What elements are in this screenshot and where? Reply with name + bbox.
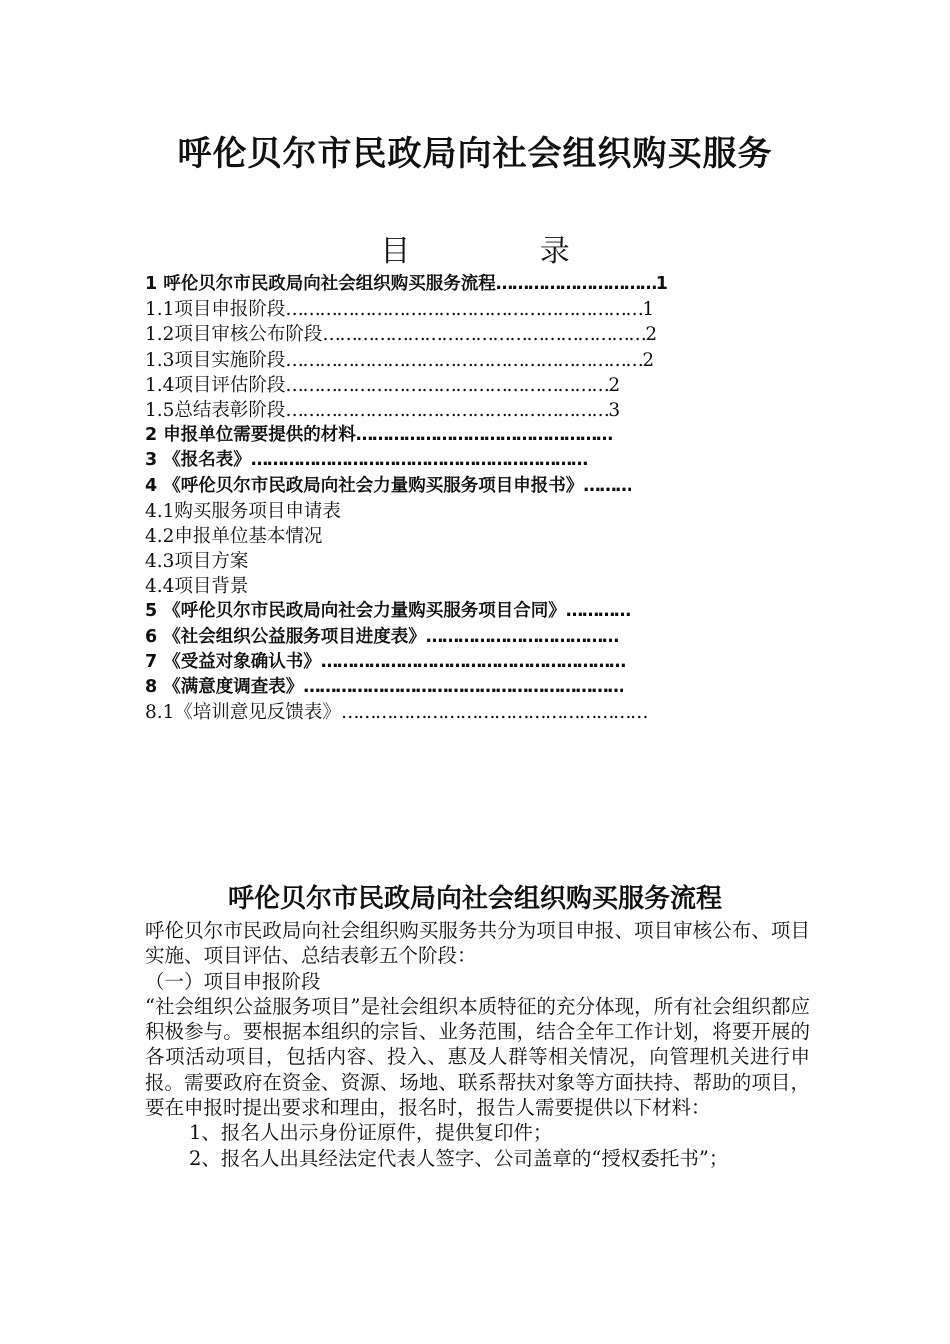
- toc-entry[interactable]: [145, 272, 815, 297]
- toc-entry-leader: ………: [583, 475, 632, 496]
- toc-entry[interactable]: [145, 474, 815, 499]
- stage-heading: （一）项目申报阶段: [145, 969, 321, 993]
- toc-entry-label: 3 《报名表》: [145, 450, 251, 471]
- toc-entry-label: 4.3项目方案: [145, 551, 249, 573]
- stage-paragraph: “社会组织公益服务项目”是社会组织本质特征的充分体现，所有社会组织都应积极参与。要根据本组织的宗旨、业务范围，结合全年工作计划，将要开展的各项活动项目，包括内容、投入、惠及人群等相关情况，向管理机关进行申报。需要政府在资金、资源、场地、联系帮扶对象等方面扶持、帮助的项目，要在申报时提出要求和理由，报名时，报告人需要提供以下材料：: [145, 994, 810, 1120]
- toc-entry[interactable]: [145, 348, 815, 373]
- section-title: 呼伦贝尔市民政局向社会组织购买服务流程: [227, 884, 722, 914]
- toc-entry[interactable]: [145, 448, 815, 473]
- toc-entry-leader: ………………………………: [425, 626, 618, 647]
- toc-entry-leader: ………………………………………………………: [285, 299, 643, 321]
- toc-entry-leader: …………………………………………………: [285, 399, 609, 421]
- toc-entry-label: 1.1项目申报阶段: [145, 299, 286, 321]
- toc-heading: 目 录: [380, 234, 630, 269]
- toc-entry-page: 3: [608, 399, 621, 421]
- toc-entry-label: 6 《社会组织公益服务项目进度表》: [145, 626, 426, 647]
- toc-entry-leader: …………………………: [495, 274, 656, 294]
- toc-entry[interactable]: [145, 625, 815, 650]
- toc-entry[interactable]: [145, 373, 815, 398]
- toc-entry-label: 4.1购买服务项目申请表: [145, 500, 341, 522]
- toc-entry-label: 5 《呼伦贝尔市民政局向社会力量购买服务项目合同》: [145, 601, 566, 622]
- toc-entry[interactable]: [145, 574, 815, 599]
- toc-entry-leader: …………………………………………………: [285, 374, 609, 396]
- intro-paragraph: 呼伦贝尔市民政局向社会组织购买服务共分为项目申报、项目审核公布、项目实施、项目评估、总结表彰五个阶段：: [145, 919, 810, 968]
- toc-entry-page: 2: [642, 349, 655, 371]
- toc-entry-leader: ………………………………………………………: [285, 349, 643, 371]
- toc-entry-page: 2: [645, 324, 658, 346]
- toc-entry[interactable]: [145, 675, 815, 700]
- toc-entry[interactable]: [145, 650, 815, 675]
- toc-entry-label: 4.2申报单位基本情况: [145, 525, 323, 547]
- toc-entry[interactable]: [145, 398, 815, 423]
- toc-entry-label: 4 《呼伦贝尔市民政局向社会力量购买服务项目申报书》: [145, 475, 584, 496]
- toc-entry-label: 4.4项目背景: [145, 576, 249, 598]
- toc-entry-page: 1: [655, 274, 668, 294]
- toc-entry-leader: ……………………………………………………: [303, 677, 624, 697]
- toc-entry[interactable]: [145, 524, 815, 549]
- toc-entry-label: 1 呼伦贝尔市民政局向社会组织购买服务流程: [145, 274, 496, 294]
- toc-entry-leader: ………………………………………………: [340, 702, 647, 724]
- toc-entry-label: 8.1《培训意见反馈表》: [145, 702, 341, 724]
- toc-entry-leader: ………………………………………………………: [250, 450, 587, 471]
- toc-entry[interactable]: [145, 499, 815, 524]
- toc-entry[interactable]: [145, 549, 815, 574]
- toc-entry-leader: …………………………………………: [355, 425, 612, 446]
- toc-entry-label: 7 《受益对象确认书》: [145, 651, 321, 672]
- toc-entry[interactable]: [145, 599, 815, 624]
- toc-entry-leader: …………………………………………………: [320, 651, 625, 672]
- toc-entry-leader: …………………………………………………: [322, 324, 646, 346]
- toc-entry-label: 1.3项目实施阶段: [145, 349, 286, 371]
- section-body: [145, 918, 810, 1171]
- table-of-contents: [145, 272, 815, 725]
- material-item-1: 1、报名人出示身份证原件，提供复印件；: [189, 1121, 553, 1145]
- toc-entry-page: 1: [642, 299, 655, 321]
- toc-entry-page: 2: [608, 374, 621, 396]
- document-title: 呼伦贝尔市民政局向社会组织购买服务: [177, 134, 773, 174]
- toc-entry[interactable]: [145, 700, 815, 725]
- toc-entry[interactable]: [145, 322, 815, 347]
- toc-entry-label: 2 申报单位需要提供的材料: [145, 425, 356, 446]
- toc-entry[interactable]: [145, 297, 815, 322]
- toc-entry-label: 1.2项目审核公布阶段: [145, 324, 323, 346]
- material-item-2: 2、报名人出具经法定代表人签字、公司盖章的“授权委托书”；: [189, 1146, 729, 1170]
- toc-entry[interactable]: [145, 423, 815, 448]
- toc-entry-label: 1.5总结表彰阶段: [145, 399, 286, 421]
- toc-entry-label: 8 《满意度调查表》: [145, 677, 304, 697]
- toc-entry-label: 1.4项目评估阶段: [145, 374, 286, 396]
- toc-entry-leader: …………: [565, 601, 630, 622]
